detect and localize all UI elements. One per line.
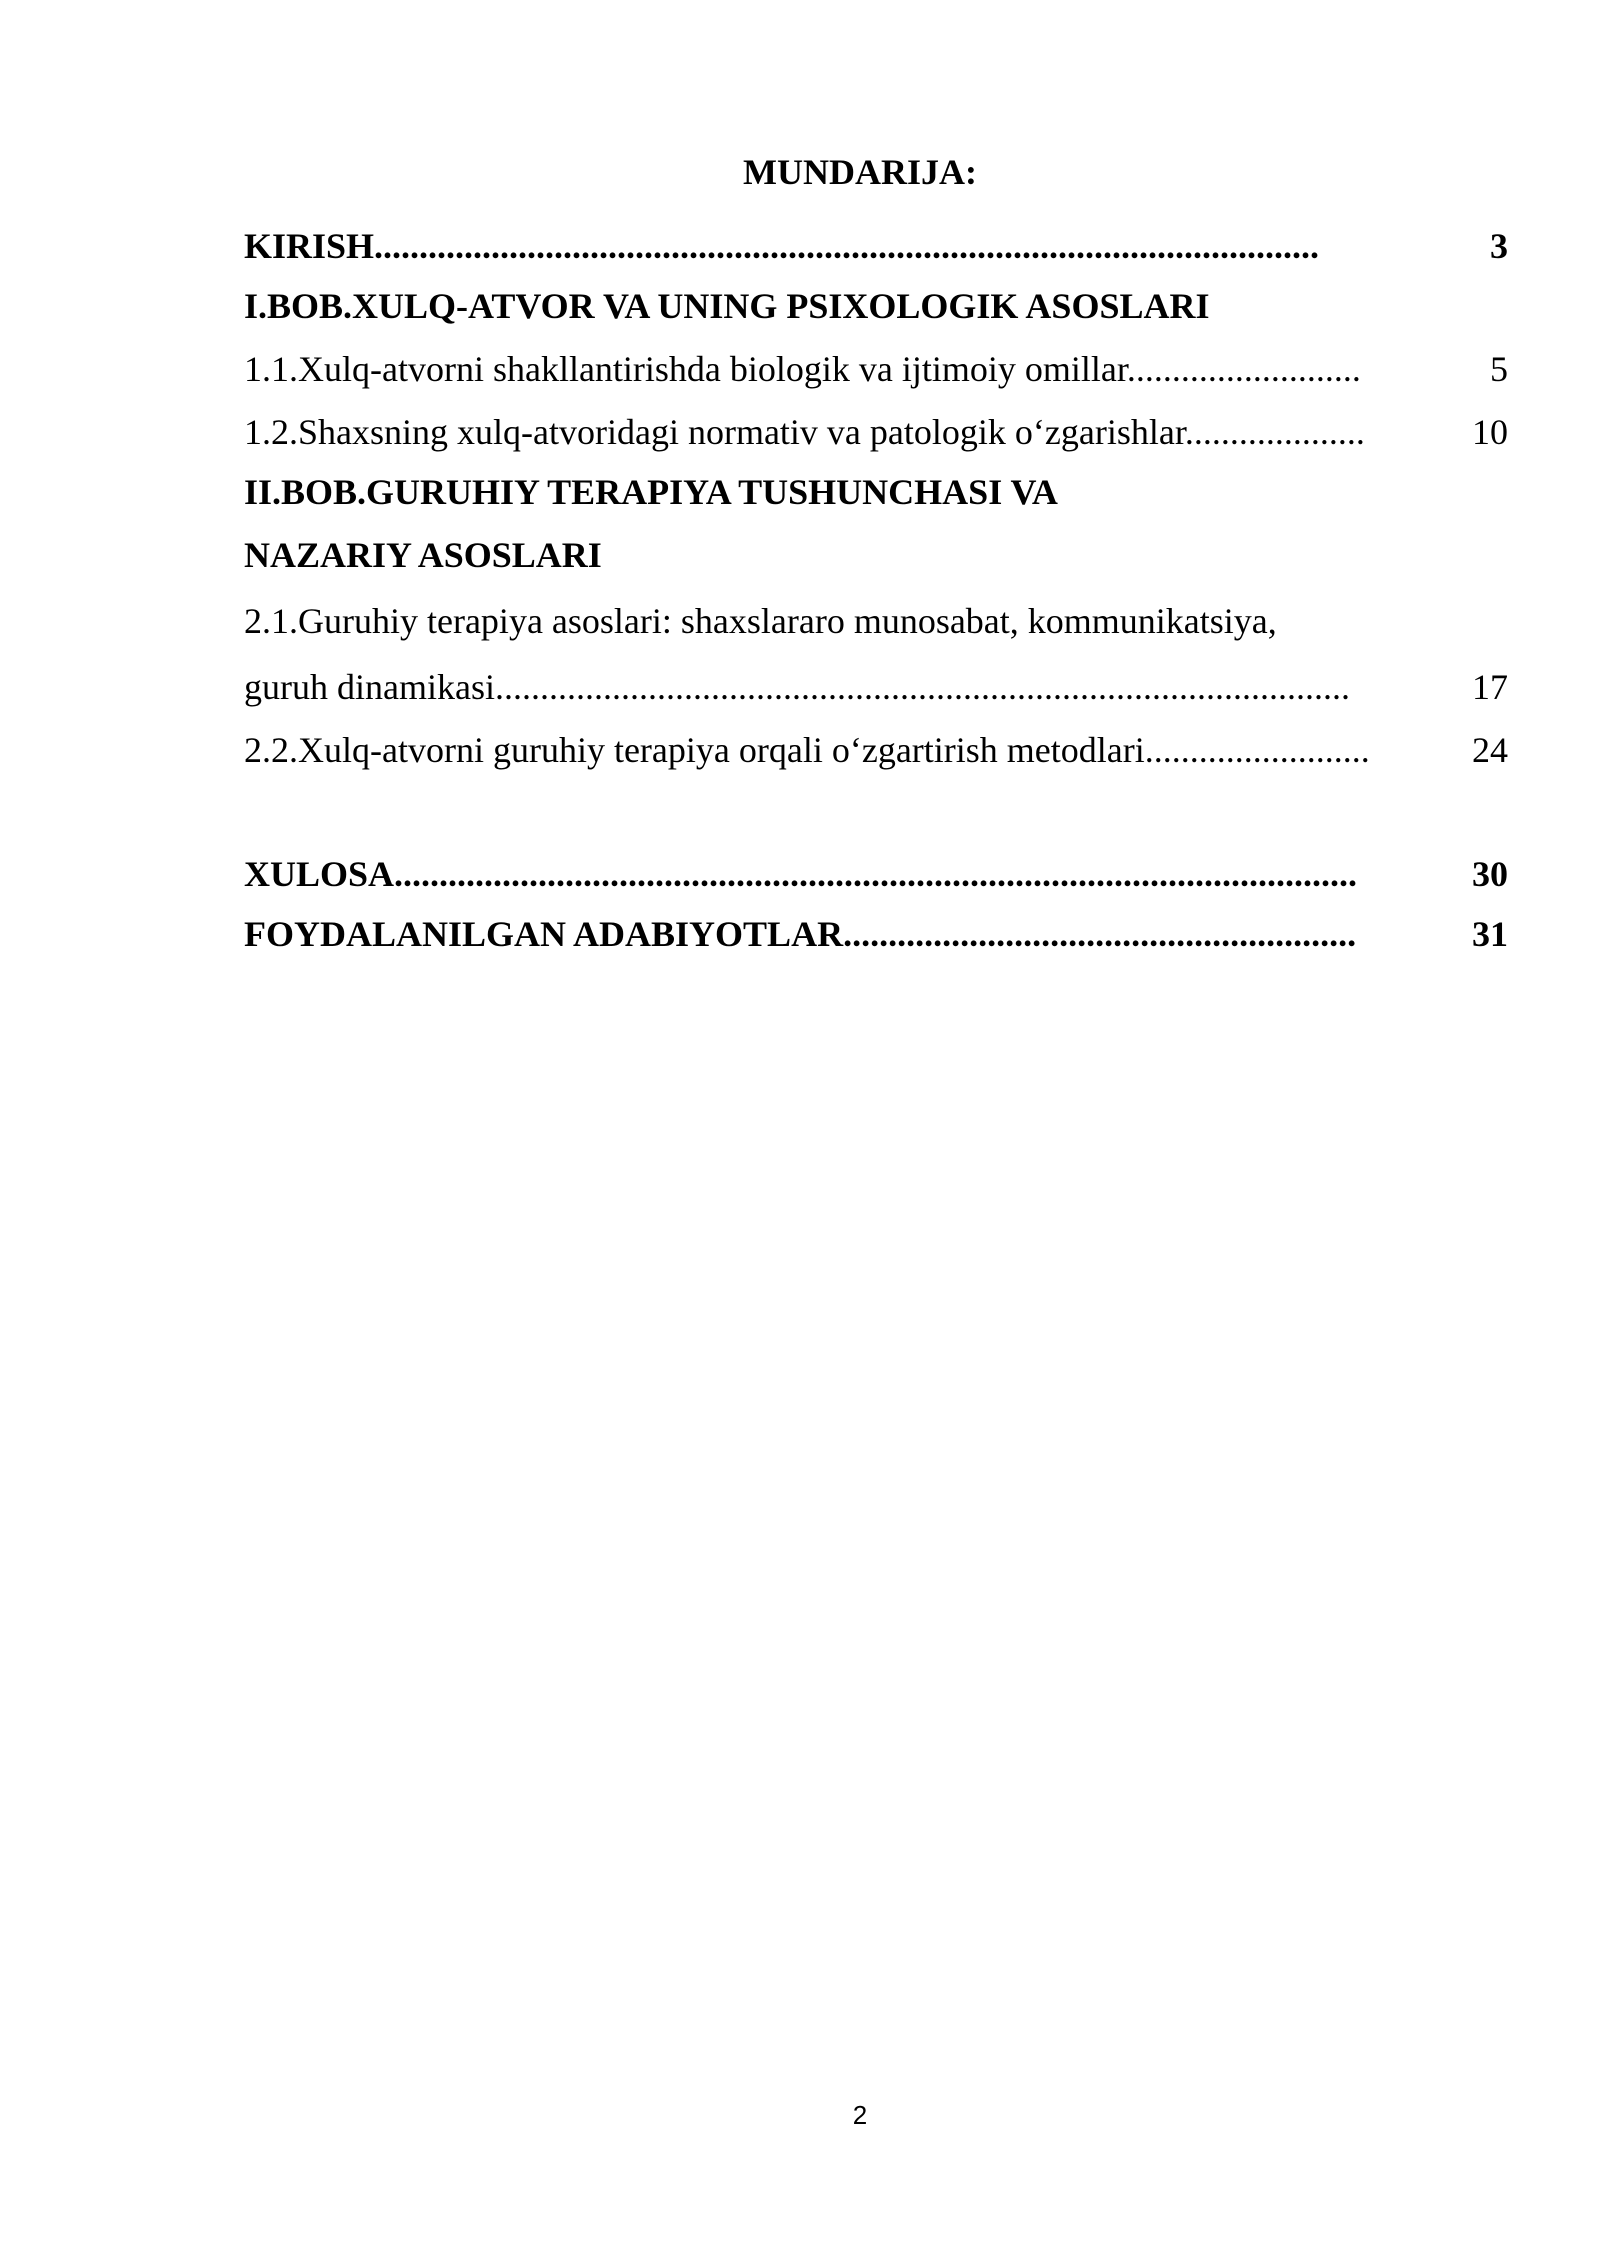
- toc-entry-page: 5: [1490, 349, 1508, 389]
- toc-entry-references[interactable]: [244, 904, 1508, 964]
- toc-entry-text: I.BOB.XULQ-ATVOR VA UNING PSIXOLOGIK ASOSLARI: [244, 286, 1210, 326]
- toc-entry-chapter-1[interactable]: [244, 276, 1508, 336]
- toc-entry-text: KIRISH.........................................................................................................: [244, 226, 1320, 266]
- toc-heading: MUNDARIJA:: [743, 152, 977, 192]
- toc-entry-page: 3: [1490, 226, 1508, 266]
- toc-entry-section-2-2[interactable]: [244, 720, 1508, 780]
- toc-entry-text: FOYDALANILGAN ADABIYOTLAR.........................................................: [244, 914, 1357, 954]
- toc-entry-page: 24: [1472, 730, 1508, 770]
- toc-entry-text: 1.2.Shaxsning xulq-atvoridagi normativ va patologik o‘zgarishlar....................: [244, 412, 1365, 452]
- toc-entry-text: 2.1.Guruhiy terapiya asoslari: shaxslararo munosabat, kommunikatsiya,: [244, 601, 1277, 641]
- toc-entry-page: 30: [1472, 854, 1508, 894]
- toc-entry-xulosa[interactable]: [244, 844, 1508, 904]
- toc-entry-text: II.BOB.GURUHIY TERAPIYA TUSHUNCHASI VA: [244, 472, 1058, 512]
- toc-entry-kirish[interactable]: [244, 216, 1508, 276]
- toc-entry-page: 10: [1472, 412, 1508, 452]
- toc-entry-text: XULOSA...........................................................................................................: [244, 854, 1358, 894]
- toc-entry-text: guruh dinamikasi...............................................................................................: [244, 667, 1350, 707]
- toc-entry-page: 17: [1472, 667, 1508, 707]
- toc-entry-text: 2.2.Xulq-atvorni guruhiy terapiya orqali o‘zgartirish metodlari.........................: [244, 730, 1370, 770]
- toc-entry-text: 1.1.Xulq-atvorni shakllantirishda biologik va ijtimoiy omillar..........................: [244, 349, 1361, 389]
- toc-entry-section-1-1[interactable]: [244, 336, 1508, 402]
- toc-entry-section-2-1[interactable]: [244, 588, 1508, 654]
- toc-entry-chapter-2-continued[interactable]: [244, 522, 1508, 588]
- toc-entry-section-1-2[interactable]: [244, 402, 1508, 462]
- toc-entry-text: NAZARIY ASOSLARI: [244, 535, 602, 575]
- toc-entry-page: 31: [1472, 914, 1508, 954]
- toc-entry-chapter-2[interactable]: [244, 462, 1508, 522]
- table-of-contents: [244, 216, 1508, 964]
- toc-entry-section-2-1-continued[interactable]: [244, 654, 1508, 720]
- page-number: 2: [852, 2100, 868, 2130]
